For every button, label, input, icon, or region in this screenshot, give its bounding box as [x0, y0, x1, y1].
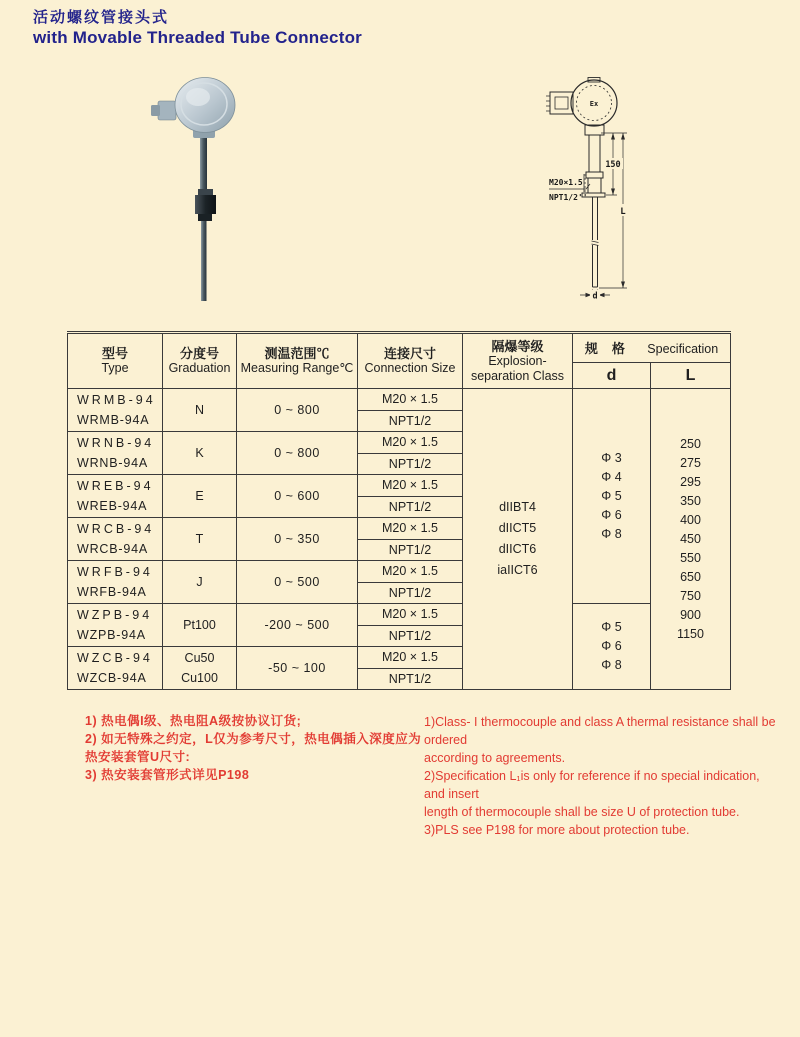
model-cell [68, 432, 163, 475]
graduation-value: Pt100 [163, 604, 237, 647]
range-value: 0 ~ 800 [237, 389, 358, 432]
model-name: WZCB-94A [77, 671, 147, 686]
dimension-drawing [545, 75, 730, 315]
side-connector [550, 92, 573, 114]
model-name: WRNB-94A [77, 456, 148, 471]
drawing-tube [589, 135, 600, 172]
connection-size-value: NPT1/2 [358, 539, 463, 561]
graduation-value: E [163, 475, 237, 518]
header-L: L [651, 363, 731, 389]
footnote-line: 1)Class- I thermocouple and class A thermal resistance shall be ordered [424, 715, 776, 747]
d-spec-upper-cell: Φ 3 Φ 4 Φ 5 Φ 6 Φ 8 [573, 389, 651, 604]
footnotes-chinese [85, 712, 425, 784]
model-name: WREB-94 [77, 478, 154, 493]
footnote-line: 3) 热安装套管形式详见P198 [85, 768, 250, 782]
l-spec-cell: 250 275 295 350 400 450 550 650 750 900 1150 [651, 389, 731, 690]
thread-label-m20: M20×1.5 [549, 178, 583, 187]
footnote-line: length of thermocouple shall be size U of protection tube. [424, 805, 740, 819]
header-d: d [573, 363, 651, 389]
fitting-nut [586, 172, 603, 178]
model-name: WRMB-94 [77, 392, 156, 407]
model-name: WZPB-94 [77, 607, 153, 622]
model-name: WRCB-94A [77, 542, 148, 557]
protection-tube-lower [593, 245, 598, 287]
footnote-line: 1) 热电偶I级、热电阻A级按协议订货; [85, 714, 302, 728]
model-name: WRNB-94 [77, 435, 155, 450]
range-value: 0 ~ 800 [237, 432, 358, 475]
connection-size-value: NPT1/2 [358, 410, 463, 432]
connection-size-value: M20 × 1.5 [358, 561, 463, 583]
graduation-value: J [163, 561, 237, 604]
footnote-line: 3)PLS see P198 for more about protection tube. [424, 823, 690, 837]
d-spec-lower-cell: Φ 5 Φ 6 Φ 8 [573, 604, 651, 690]
connection-size-value: M20 × 1.5 [358, 647, 463, 669]
connection-size-value: NPT1/2 [358, 582, 463, 604]
model-name: WRMB-94A [77, 413, 150, 428]
model-cell [68, 647, 163, 690]
connection-size-value: M20 × 1.5 [358, 432, 463, 454]
model-cell [68, 518, 163, 561]
footnote-line: 2) 如无特殊之约定，L仅为参考尺寸，热电偶插入深度应为 [85, 732, 422, 746]
page-title-english: with Movable Threaded Tube Connector [33, 28, 362, 47]
page-title-chinese: 活动螺纹管接头式 [33, 9, 170, 26]
model-name: WRFB-94A [77, 585, 147, 600]
connection-size-value: NPT1/2 [358, 453, 463, 475]
model-cell [68, 475, 163, 518]
connection-size-value: NPT1/2 [358, 668, 463, 690]
connection-size-value: M20 × 1.5 [358, 475, 463, 497]
model-name: WZCB-94 [77, 650, 153, 665]
range-value: 0 ~ 350 [237, 518, 358, 561]
dim-150-label: 150 [605, 160, 621, 170]
fitting-body [588, 178, 601, 193]
model-cell [68, 604, 163, 647]
connection-size-value: NPT1/2 [358, 496, 463, 518]
range-value: -200 ~ 500 [237, 604, 358, 647]
model-name: WREB-94A [77, 499, 148, 514]
header-specification: 规格 Specification [573, 333, 731, 363]
page-title-block [33, 8, 362, 49]
thermocouple-photo [148, 75, 273, 307]
ex-marking-label: Ex [589, 100, 599, 108]
connection-size-value: M20 × 1.5 [358, 518, 463, 540]
header-type: 型号 Type [68, 333, 163, 389]
cable-entry-tip [151, 105, 160, 116]
footnote-line: according to agreements. [424, 751, 566, 765]
connection-size-value: M20 × 1.5 [358, 604, 463, 626]
dim-d-label: d [592, 291, 598, 302]
graduation-value: K [163, 432, 237, 475]
header-explosion-class: 隔爆等级 Explosion- separation Class [463, 333, 573, 389]
graduation-value: T [163, 518, 237, 561]
range-value: 0 ~ 500 [237, 561, 358, 604]
connector-ribs [546, 96, 550, 111]
dim-label-backgrounds [590, 158, 628, 301]
footnotes-english [424, 713, 776, 839]
range-value: -50 ~ 100 [237, 647, 358, 690]
connection-size-value: NPT1/2 [358, 625, 463, 647]
graduation-value: Cu50 Cu100 [163, 647, 237, 690]
fitting-collar [198, 189, 213, 195]
threaded-fitting [195, 195, 216, 214]
model-cell [68, 561, 163, 604]
specification-table [67, 331, 731, 690]
model-name: WZPB-94A [77, 628, 146, 643]
cable-entry-knob [158, 101, 176, 120]
header-connection-size: 连接尺寸 Connection Size [358, 333, 463, 389]
header-measuring-range: 测温范围℃ Measuring Range℃ [237, 333, 358, 389]
connection-size-value: M20 × 1.5 [358, 389, 463, 411]
dim-L-label: L [620, 207, 626, 217]
graduation-value: N [163, 389, 237, 432]
footnote-line: 热安装套管U尺寸: [85, 750, 191, 764]
explosion-class-cell: dIIBT4 dIICT5 dIICT6 iaIICT6 [463, 389, 573, 690]
fitting-lower [198, 214, 212, 221]
footnote-line: 2)Specification L₁is only for reference if no special indication, and insert [424, 769, 760, 801]
side-connector-inner [555, 97, 568, 109]
break-marks [592, 241, 599, 246]
model-name: WRFB-94 [77, 564, 153, 579]
range-value: 0 ~ 600 [237, 475, 358, 518]
head-highlight [186, 88, 210, 106]
header-graduation: 分度号 Graduation [163, 333, 237, 389]
protection-tube-upper [593, 197, 598, 240]
model-cell [68, 389, 163, 432]
thread-label-npt: NPT1/2'' [549, 193, 588, 202]
model-name: WRCB-94 [77, 521, 155, 536]
